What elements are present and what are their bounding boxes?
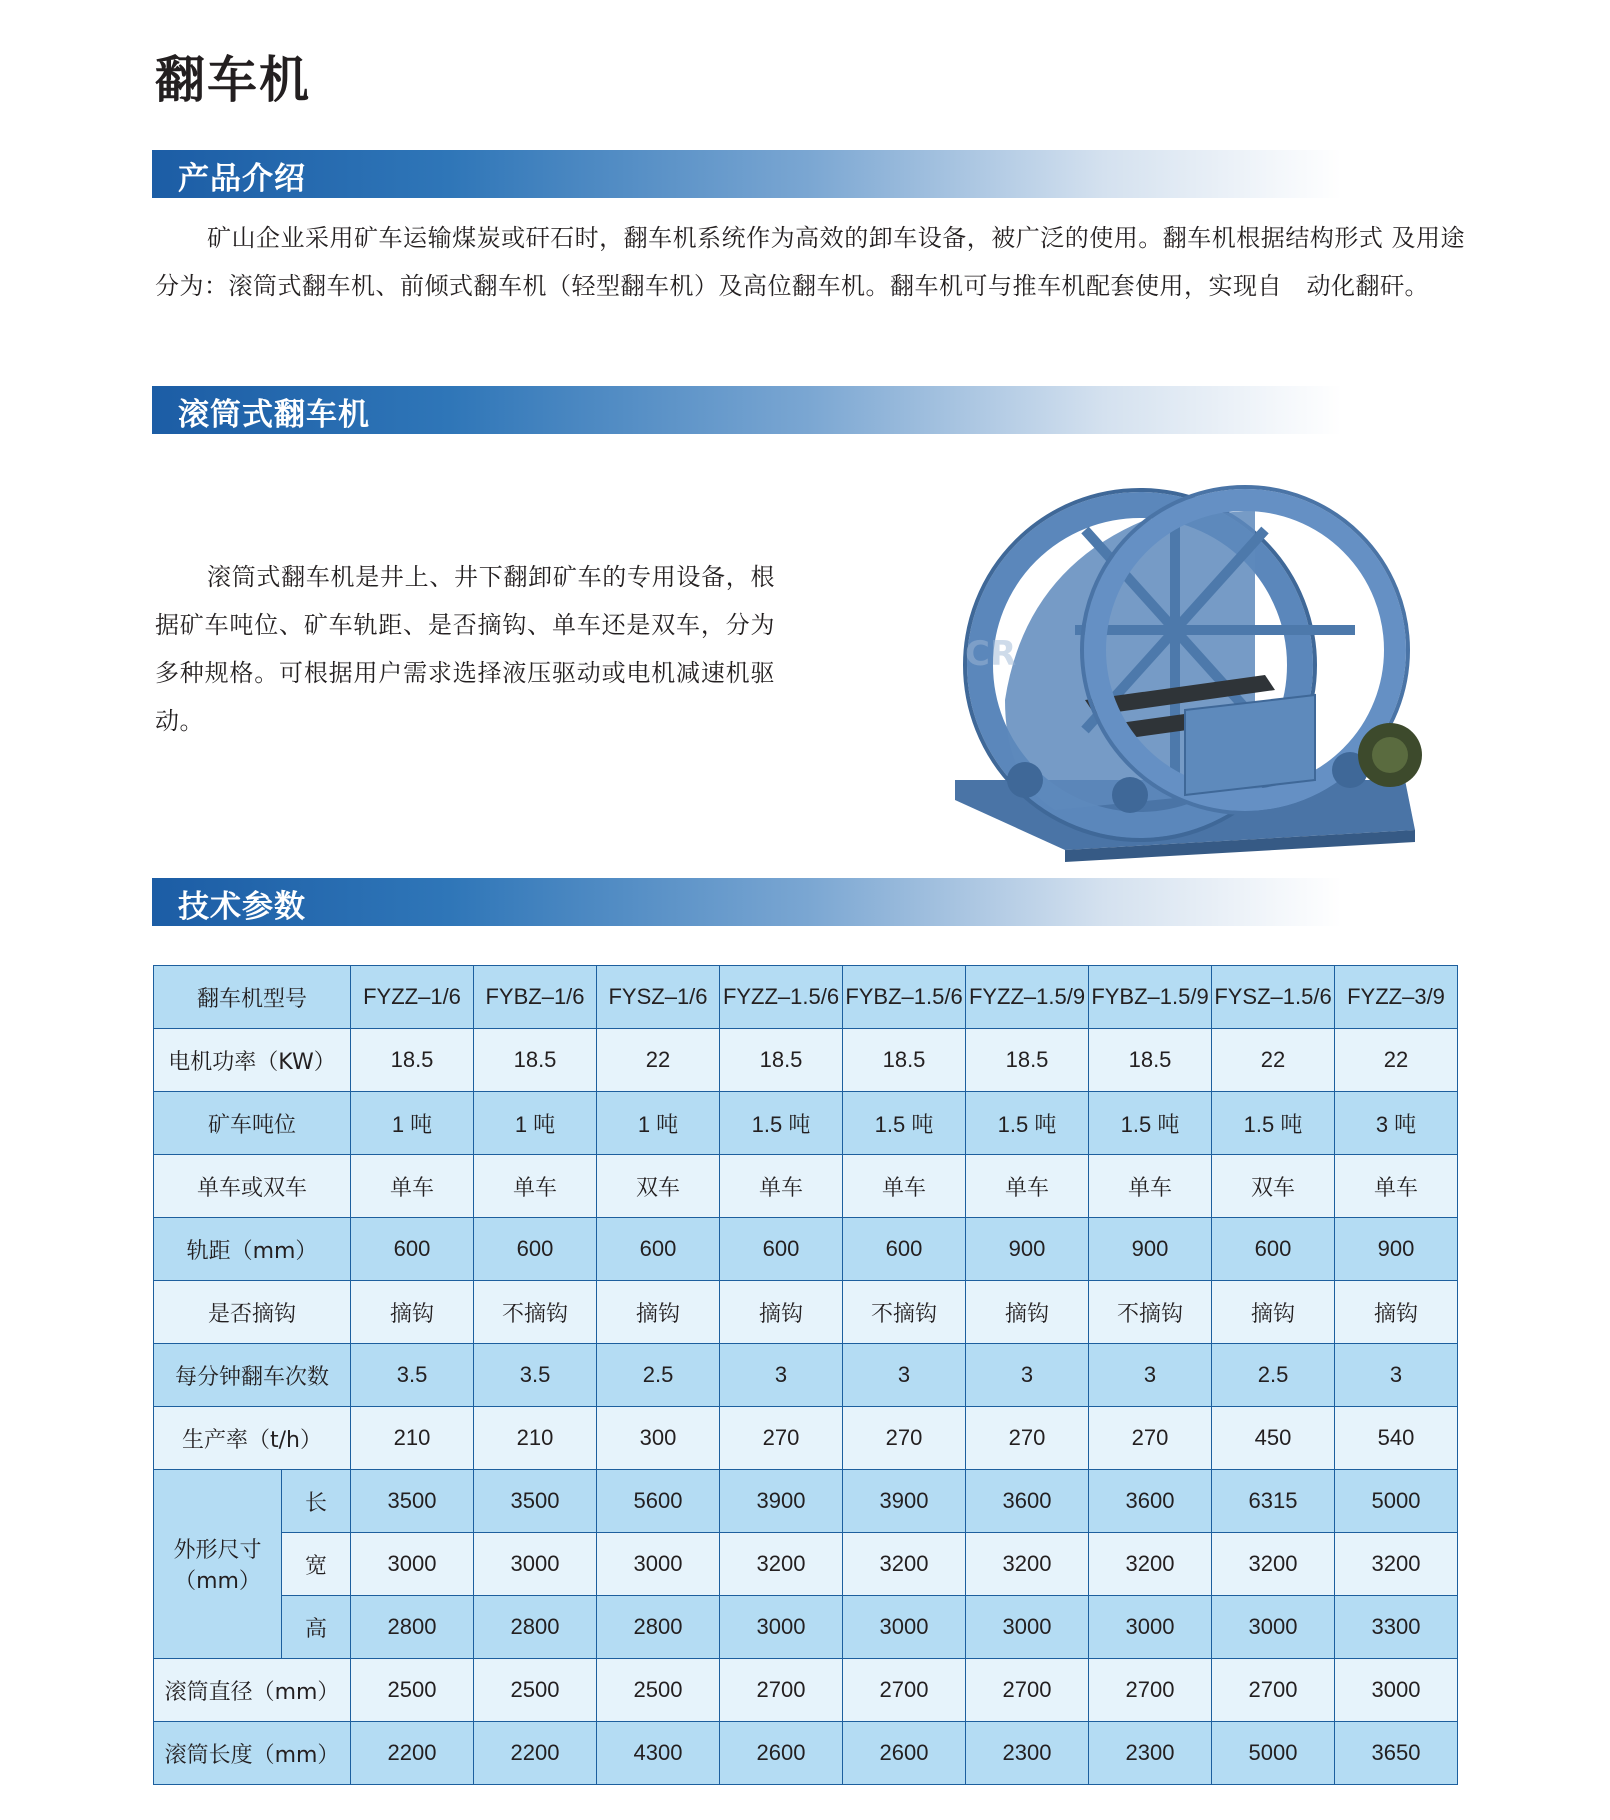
table-cell: 3200	[966, 1533, 1089, 1596]
dims-sublabel: 高	[282, 1596, 351, 1659]
table-cell: 2600	[843, 1722, 966, 1785]
table-cell: FYBZ–1.5/6	[843, 966, 966, 1029]
table-cell: 900	[1335, 1218, 1458, 1281]
row-label: 轨距（mm）	[154, 1218, 351, 1281]
table-cell: 2700	[720, 1659, 843, 1722]
dims-group-label	[154, 1470, 282, 1659]
table-cell: 1 吨	[474, 1092, 597, 1155]
table-cell: 摘钩	[597, 1281, 720, 1344]
table-cell: 1.5 吨	[1089, 1092, 1212, 1155]
row-label: 是否摘钩	[154, 1281, 351, 1344]
table-cell: 3600	[1089, 1470, 1212, 1533]
table-cell: 300	[597, 1407, 720, 1470]
table-cell: 1 吨	[597, 1092, 720, 1155]
table-cell: 2300	[966, 1722, 1089, 1785]
section-title: 技术参数	[178, 889, 306, 925]
table-cell: 3600	[966, 1470, 1089, 1533]
table-row	[154, 1281, 1458, 1344]
table-cell: 270	[720, 1407, 843, 1470]
table-cell: 3200	[720, 1533, 843, 1596]
table-cell: 5000	[1335, 1470, 1458, 1533]
table-cell: 2700	[966, 1659, 1089, 1722]
table-cell: 2500	[474, 1659, 597, 1722]
table-cell: 5600	[597, 1470, 720, 1533]
table-cell: 不摘钩	[474, 1281, 597, 1344]
table-cell: 单车	[720, 1155, 843, 1218]
table-cell: 450	[1212, 1407, 1335, 1470]
dims-label: 外形尺寸	[173, 1538, 262, 1563]
table-cell: 3000	[843, 1596, 966, 1659]
table-cell: 600	[474, 1218, 597, 1281]
table-cell: 3200	[1089, 1533, 1212, 1596]
table-cell: 2500	[351, 1659, 474, 1722]
table-cell: 600	[597, 1218, 720, 1281]
table-row-dims	[154, 1533, 1458, 1596]
table-cell: FYBZ–1.5/9	[1089, 966, 1212, 1029]
table-cell: 1.5 吨	[1212, 1092, 1335, 1155]
table-cell: 1.5 吨	[843, 1092, 966, 1155]
section-header-specs	[152, 878, 1342, 926]
table-cell: 2800	[351, 1596, 474, 1659]
table-row-dims	[154, 1596, 1458, 1659]
table-cell: 2.5	[1212, 1344, 1335, 1407]
table-cell: FYZZ–1/6	[351, 966, 474, 1029]
table-cell: 18.5	[720, 1029, 843, 1092]
drum-description: 滚筒式翻车机是井上、井下翻卸矿车的专用设备，根据矿车吨位、矿车轨距、是否摘钩、单车还是双车，分为多种规格。可根据用户需求选择液压驱动或电机减速机驱动。	[155, 563, 775, 735]
table-cell: 单车	[966, 1155, 1089, 1218]
table-cell: 3.5	[351, 1344, 474, 1407]
table-row	[154, 1659, 1458, 1722]
table-cell: 3	[966, 1344, 1089, 1407]
table-row	[154, 1218, 1458, 1281]
table-cell: 3000	[1335, 1659, 1458, 1722]
section-title: 滚筒式翻车机	[178, 397, 370, 433]
table-cell: 600	[1212, 1218, 1335, 1281]
table-cell: 3000	[474, 1533, 597, 1596]
table-cell: 2600	[720, 1722, 843, 1785]
table-cell: 3 吨	[1335, 1092, 1458, 1155]
table-cell: 3000	[966, 1596, 1089, 1659]
table-cell: FYBZ–1/6	[474, 966, 597, 1029]
table-cell: 18.5	[843, 1029, 966, 1092]
table-cell: FYZZ–3/9	[1335, 966, 1458, 1029]
table-cell: 3200	[843, 1533, 966, 1596]
table-cell: 摘钩	[966, 1281, 1089, 1344]
table-row	[154, 1092, 1458, 1155]
table-cell: 3	[720, 1344, 843, 1407]
table-cell: 摘钩	[351, 1281, 474, 1344]
table-cell: 3000	[351, 1533, 474, 1596]
table-cell: 1.5 吨	[720, 1092, 843, 1155]
table-cell: 600	[351, 1218, 474, 1281]
table-cell: 3500	[351, 1470, 474, 1533]
table-cell: 3000	[1212, 1596, 1335, 1659]
table-cell: 3300	[1335, 1596, 1458, 1659]
table-cell: 3	[1335, 1344, 1458, 1407]
table-cell: 单车	[1089, 1155, 1212, 1218]
table-cell: 双车	[597, 1155, 720, 1218]
row-label: 每分钟翻车次数	[154, 1344, 351, 1407]
page-title: 翻车机	[155, 51, 311, 109]
table-row	[154, 1722, 1458, 1785]
table-cell: 2200	[474, 1722, 597, 1785]
table-cell: 摘钩	[720, 1281, 843, 1344]
table-cell: 3200	[1212, 1533, 1335, 1596]
table-cell: 单车	[474, 1155, 597, 1218]
table-cell: 22	[597, 1029, 720, 1092]
dims-unit: （mm）	[174, 1569, 261, 1594]
table-cell: 2800	[597, 1596, 720, 1659]
table-cell: 210	[351, 1407, 474, 1470]
table-cell: 2800	[474, 1596, 597, 1659]
table-cell: 不摘钩	[843, 1281, 966, 1344]
table-header-row	[154, 966, 1458, 1029]
table-cell: 6315	[1212, 1470, 1335, 1533]
table-cell: 22	[1335, 1029, 1458, 1092]
table-row	[154, 1344, 1458, 1407]
table-cell: 270	[843, 1407, 966, 1470]
row-label: 翻车机型号	[154, 966, 351, 1029]
table-cell: 3900	[843, 1470, 966, 1533]
table-cell: 18.5	[474, 1029, 597, 1092]
table-cell: 摘钩	[1335, 1281, 1458, 1344]
table-cell: 18.5	[966, 1029, 1089, 1092]
table-cell: 2200	[351, 1722, 474, 1785]
table-cell: 3000	[1089, 1596, 1212, 1659]
table-cell: 270	[966, 1407, 1089, 1470]
section-title: 产品介绍	[178, 161, 306, 197]
table-cell: 900	[1089, 1218, 1212, 1281]
row-label: 矿车吨位	[154, 1092, 351, 1155]
table-cell: FYZZ–1.5/6	[720, 966, 843, 1029]
table-cell: FYSZ–1/6	[597, 966, 720, 1029]
table-cell: 单车	[1335, 1155, 1458, 1218]
table-cell: 3200	[1335, 1533, 1458, 1596]
table-cell: 540	[1335, 1407, 1458, 1470]
drum-tippler-image	[935, 450, 1435, 870]
table-cell: 2.5	[597, 1344, 720, 1407]
specs-table	[153, 965, 1458, 1785]
table-row	[154, 1407, 1458, 1470]
table-cell: 4300	[597, 1722, 720, 1785]
row-label: 单车或双车	[154, 1155, 351, 1218]
table-cell: 600	[720, 1218, 843, 1281]
table-cell: 3	[1089, 1344, 1212, 1407]
row-label: 滚筒直径（mm）	[154, 1659, 351, 1722]
table-cell: 270	[1089, 1407, 1212, 1470]
table-cell: 18.5	[1089, 1029, 1212, 1092]
intro-paragraph: 矿山企业采用矿车运输煤炭或矸石时，翻车机系统作为高效的卸车设备，被广泛的使用。翻车机根据结构形式 及用途分为：滚筒式翻车机、前倾式翻车机（轻型翻车机）及高位翻车机。翻车机可与推车机配套使用，实现自 动化翻矸。	[155, 224, 1465, 300]
section-header-drum	[152, 386, 1342, 434]
table-row	[154, 1155, 1458, 1218]
table-cell: 22	[1212, 1029, 1335, 1092]
table-cell: FYSZ–1.5/6	[1212, 966, 1335, 1029]
table-cell: 3000	[597, 1533, 720, 1596]
table-cell: 2700	[1089, 1659, 1212, 1722]
table-cell: 3	[843, 1344, 966, 1407]
dims-sublabel: 长	[282, 1470, 351, 1533]
table-cell: 3900	[720, 1470, 843, 1533]
table-cell: 摘钩	[1212, 1281, 1335, 1344]
row-label: 滚筒长度（mm）	[154, 1722, 351, 1785]
table-cell: FYZZ–1.5/9	[966, 966, 1089, 1029]
table-cell: 900	[966, 1218, 1089, 1281]
table-cell: 1 吨	[351, 1092, 474, 1155]
table-cell: 5000	[1212, 1722, 1335, 1785]
table-cell: 3000	[720, 1596, 843, 1659]
table-cell: 单车	[351, 1155, 474, 1218]
table-cell: 2300	[1089, 1722, 1212, 1785]
table-cell: 1.5 吨	[966, 1092, 1089, 1155]
watermark-text: CR	[965, 634, 1017, 674]
table-cell: 2500	[597, 1659, 720, 1722]
table-row	[154, 1029, 1458, 1092]
table-row-dims	[154, 1470, 1458, 1533]
table-cell: 3.5	[474, 1344, 597, 1407]
section-header-intro	[152, 150, 1342, 198]
table-cell: 600	[843, 1218, 966, 1281]
row-label: 生产率（t/h）	[154, 1407, 351, 1470]
table-cell: 18.5	[351, 1029, 474, 1092]
table-cell: 2700	[843, 1659, 966, 1722]
table-cell: 3500	[474, 1470, 597, 1533]
row-label: 电机功率（KW）	[154, 1029, 351, 1092]
table-cell: 2700	[1212, 1659, 1335, 1722]
table-cell: 3650	[1335, 1722, 1458, 1785]
table-cell: 单车	[843, 1155, 966, 1218]
table-cell: 双车	[1212, 1155, 1335, 1218]
dims-sublabel: 宽	[282, 1533, 351, 1596]
table-cell: 不摘钩	[1089, 1281, 1212, 1344]
table-cell: 210	[474, 1407, 597, 1470]
